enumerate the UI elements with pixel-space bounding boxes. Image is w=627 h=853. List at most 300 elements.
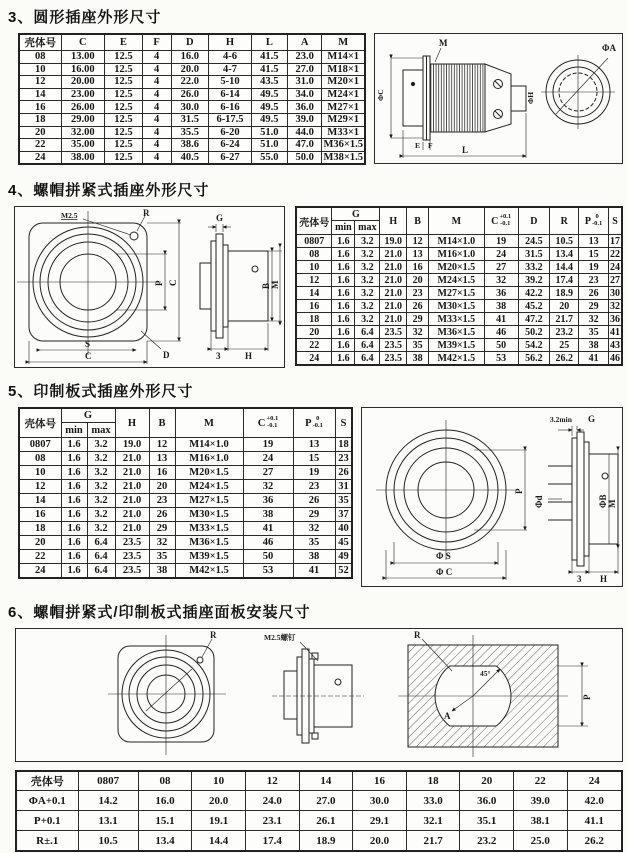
dim-label-M: M xyxy=(270,280,280,289)
table-header-row xyxy=(296,207,622,221)
table-cell: M16×1.0 xyxy=(429,248,485,261)
table-cell: 3.2 xyxy=(87,438,115,452)
table-cell: 20 xyxy=(460,771,514,791)
table-cell: M16×1.0 xyxy=(175,452,243,466)
table-cell: 6-14 xyxy=(209,88,252,101)
table-cell: 50.0 xyxy=(287,151,322,164)
table-cell: 13 xyxy=(579,235,609,248)
dim-label-S: S xyxy=(85,338,91,349)
table-cell: 12 xyxy=(245,771,299,791)
table-cell: 31 xyxy=(335,480,352,494)
table-cell: 21.0 xyxy=(115,508,149,522)
table-cell: 30.0 xyxy=(171,101,209,114)
table-cell: 6.4 xyxy=(87,536,115,550)
nut-mount-socket-svg xyxy=(15,207,284,366)
table-cell: 6.4 xyxy=(355,352,380,365)
table-cell: M33×1 xyxy=(322,126,365,139)
dim-label-phiH: ΦH xyxy=(526,91,535,104)
column-header: D xyxy=(171,34,209,51)
table-cell: M24×1.5 xyxy=(175,480,243,494)
table-cell: 46 xyxy=(610,352,620,364)
dim-label-R: R xyxy=(210,629,217,640)
table-cell: 1.6 xyxy=(332,313,355,326)
table-cell: 4 xyxy=(142,63,171,76)
side-front-cap xyxy=(200,263,211,309)
table-cell: 26 xyxy=(407,300,429,313)
table-cell: 49.5 xyxy=(251,101,287,114)
table-cell: 4-7 xyxy=(209,63,252,76)
table-row xyxy=(296,274,622,287)
table-cell: 35 xyxy=(335,494,352,508)
table-cell: 12 xyxy=(19,480,61,494)
column-header: H xyxy=(115,408,149,438)
table-cell: 36 xyxy=(484,287,518,300)
table-cell: 12.5 xyxy=(105,51,143,64)
table-cell: 22 xyxy=(610,248,620,260)
table-row xyxy=(16,811,622,831)
table-cell: 20 xyxy=(550,300,579,313)
table-cell: 40 xyxy=(335,522,352,536)
table-cell: 13 xyxy=(293,438,335,452)
column-header: C +0.1 -0.1 xyxy=(484,207,518,235)
table-row xyxy=(16,771,622,791)
table-cell: 1.6 xyxy=(332,261,355,274)
table-cell: 38 xyxy=(407,352,429,365)
table-row xyxy=(296,261,622,274)
table-cell: M42×1.5 xyxy=(429,352,485,365)
table-cell: 23 xyxy=(149,494,175,508)
table-cell: 33.0 xyxy=(406,791,460,811)
table-cell: 32 xyxy=(149,536,175,550)
table-cell: 43.5 xyxy=(251,76,287,89)
column-header: C xyxy=(61,34,104,51)
round-socket-outline-svg xyxy=(375,34,622,162)
table-cell: 35.5 xyxy=(171,126,209,139)
table-cell: 45.2 xyxy=(518,300,550,313)
table-cell: 21.0 xyxy=(380,300,407,313)
table-cell: 19.0 xyxy=(380,235,407,248)
table-row xyxy=(296,313,622,326)
table-cell: 41.1 xyxy=(567,811,622,831)
table-row xyxy=(19,564,352,578)
column-header: P 0 -0.1 xyxy=(579,207,609,235)
table-cell: 14 xyxy=(296,287,332,300)
column-header: B xyxy=(407,207,429,235)
table-cell: 15 xyxy=(579,248,609,261)
dim-label-C-bottom: C xyxy=(85,350,92,361)
table-row xyxy=(19,536,352,550)
table-row xyxy=(19,466,352,480)
table-cell: 22.0 xyxy=(171,76,209,89)
table-cell: 5-10 xyxy=(209,76,252,89)
table-cell: 16 xyxy=(19,508,61,522)
table-cell: 30 xyxy=(610,287,620,299)
panel-mount-drawing xyxy=(15,628,623,762)
column-header: min xyxy=(332,221,355,235)
table-cell: M36×1.5 xyxy=(175,536,243,550)
knurled-coupling-nut xyxy=(430,64,485,132)
table-cell: 22 xyxy=(19,139,61,152)
table-cell: 24 xyxy=(296,352,332,365)
table-cell: 3.2 xyxy=(87,452,115,466)
table-cell: 32 xyxy=(579,313,609,326)
table-cell: 14.4 xyxy=(550,261,579,274)
screw-hole-dot xyxy=(411,82,414,85)
table-cell: 24 xyxy=(19,564,61,578)
dim-label-P: P xyxy=(582,694,592,700)
table-cell: 20.0 xyxy=(171,63,209,76)
table-cell: 10 xyxy=(296,261,332,274)
dim-label-G: G xyxy=(216,212,224,223)
dim-label-L: L xyxy=(462,145,469,155)
table-cell: 12.5 xyxy=(105,139,143,152)
table-row xyxy=(19,438,352,452)
dim-label-M2.5-screw: M2.5螺钉 xyxy=(264,632,296,642)
table-cell: 14.2 xyxy=(78,791,138,811)
table-cell: 24 xyxy=(567,771,622,791)
table-cell: 24.5 xyxy=(518,235,550,248)
table-cell: 1.6 xyxy=(332,300,355,313)
table-cell: 38 xyxy=(243,508,293,522)
table-header-row xyxy=(19,408,352,423)
table-cell: 52 xyxy=(335,564,352,578)
table-cell: 12 xyxy=(19,76,61,89)
table-cell: R±.1 xyxy=(16,831,78,851)
table-row xyxy=(19,139,365,152)
table-cell: 20.0 xyxy=(353,831,407,851)
table-cell: M18×1 xyxy=(322,63,365,76)
table-cell: 26.0 xyxy=(171,88,209,101)
table-cell: 20 xyxy=(149,480,175,494)
table-cell: 13 xyxy=(407,248,429,261)
table-row xyxy=(19,76,365,89)
table-cell: 6-17.5 xyxy=(209,113,252,126)
table-cell: 21.7 xyxy=(550,313,579,326)
table-cell: 3.2 xyxy=(355,313,380,326)
table-cell: 6-16 xyxy=(209,101,252,114)
table-cell: 19 xyxy=(579,261,609,274)
table-cell: 21.0 xyxy=(380,274,407,287)
table-cell: M42×1.5 xyxy=(175,564,243,578)
table-cell: 40.5 xyxy=(171,151,209,164)
table-cell: 23.5 xyxy=(115,564,149,578)
table-cell: 21.0 xyxy=(380,287,407,300)
table-cell: 4 xyxy=(142,139,171,152)
table-cell: 24 xyxy=(610,261,620,273)
dim-label-R: R xyxy=(414,629,421,640)
table-cell: 41 xyxy=(293,564,335,578)
table-cell: 3.2 xyxy=(355,248,380,261)
table-cell: 24 xyxy=(19,151,61,164)
table-cell: 47.0 xyxy=(287,139,322,152)
table-cell: 18 xyxy=(335,438,352,452)
table-cell: 36 xyxy=(610,313,620,325)
table-cell: 27 xyxy=(610,274,620,286)
table-row xyxy=(19,151,365,164)
table-cell: 6-27 xyxy=(209,151,252,164)
table-row xyxy=(19,113,365,126)
table-cell: ΦA+0.1 xyxy=(16,791,78,811)
column-header: max xyxy=(355,221,380,235)
table-cell: 1.6 xyxy=(61,564,87,578)
table-cell: 38 xyxy=(579,339,609,352)
table-cell: 13.00 xyxy=(61,51,104,64)
table-cell: 4-6 xyxy=(209,51,252,64)
dim-label-M2.5: M2.5 xyxy=(61,210,78,220)
table-cell: M14×1.0 xyxy=(429,235,485,248)
table-cell: 49.5 xyxy=(251,113,287,126)
table-cell: 32 xyxy=(407,326,429,339)
table-cell: 21.0 xyxy=(380,248,407,261)
table-cell: 13.1 xyxy=(78,811,138,831)
dim-label-P: P xyxy=(514,488,525,494)
table-cell: 4 xyxy=(142,126,171,139)
table-row xyxy=(19,126,365,139)
nut-mount-socket-drawing xyxy=(14,206,285,368)
table-cell: 21.0 xyxy=(380,261,407,274)
table-cell: 16 xyxy=(296,300,332,313)
table-cell: 23.5 xyxy=(380,352,407,365)
table-cell: M38×1.5 xyxy=(323,151,363,163)
table-cell: 14.4 xyxy=(192,831,246,851)
side-front-cap xyxy=(284,671,297,719)
table-cell: M27×1.5 xyxy=(175,494,243,508)
table-cell: 1.6 xyxy=(61,522,87,536)
table-cell: 3.2 xyxy=(87,480,115,494)
table-cell: 12.5 xyxy=(105,88,143,101)
table-cell: 15 xyxy=(293,452,335,466)
table-cell: 4 xyxy=(142,113,171,126)
dim-label-A: A xyxy=(444,710,451,721)
table-row xyxy=(296,287,622,300)
table-cell: 31.0 xyxy=(287,76,322,89)
table-cell: 29 xyxy=(293,508,335,522)
dim-label-C-right: C xyxy=(168,279,178,286)
flange-disc xyxy=(584,442,589,556)
column-header: E xyxy=(105,34,143,51)
table-cell: M33×1.5 xyxy=(175,522,243,536)
table-cell: 12.5 xyxy=(105,151,143,164)
table-cell: 26 xyxy=(579,287,609,300)
dim-label-G: G xyxy=(588,413,596,424)
table-cell: 29 xyxy=(149,522,175,536)
table-cell: M20×1.5 xyxy=(429,261,485,274)
table-cell: 38 xyxy=(293,550,335,564)
table-row xyxy=(296,248,622,261)
flange-disc xyxy=(223,245,228,327)
column-header: P 0 -0.1 xyxy=(293,408,335,438)
flange-disc-large xyxy=(216,234,223,338)
column-header: M xyxy=(429,207,485,235)
table-cell: 18 xyxy=(406,771,460,791)
table-cell: 1.6 xyxy=(332,235,355,248)
table-row xyxy=(19,522,352,536)
table-row xyxy=(16,831,622,851)
table-cell: 27 xyxy=(243,466,293,480)
section3-title: 3、圆形插座外形尺寸 xyxy=(8,9,162,26)
table-cell: 33.2 xyxy=(518,261,550,274)
table-cell: 55.0 xyxy=(251,151,287,164)
pcb-socket-outline-drawing xyxy=(361,407,623,587)
table-cell: 23.5 xyxy=(115,536,149,550)
table-cell: 31.5 xyxy=(171,113,209,126)
table-cell: 41 xyxy=(484,313,518,326)
dim-label-3: 3 xyxy=(577,573,582,584)
section3-body xyxy=(6,33,623,165)
side-screw-hole xyxy=(252,266,258,272)
table-cell: 19 xyxy=(243,438,293,452)
table-cell: 4 xyxy=(142,151,171,164)
table-cell: 39.0 xyxy=(514,791,568,811)
table-cell: 23.5 xyxy=(380,326,407,339)
table-cell: 4 xyxy=(142,88,171,101)
dim-label-B: B xyxy=(261,282,271,289)
dim-label-phiB: ΦB xyxy=(598,494,609,508)
column-header: C +0.1 -0.1 xyxy=(243,408,293,438)
column-header: 壳体号 xyxy=(296,207,332,235)
table-cell: M33×1.5 xyxy=(429,313,485,326)
table-cell: 14 xyxy=(19,494,61,508)
table-cell: 23 xyxy=(293,480,335,494)
table-cell: 21.0 xyxy=(115,480,149,494)
table-cell: 38.1 xyxy=(514,811,568,831)
table-cell: 49.5 xyxy=(251,88,287,101)
dim-label-phiC: Φ C xyxy=(436,566,453,577)
table-cell: 16 xyxy=(19,101,61,114)
table-cell: 12.5 xyxy=(105,101,143,114)
table-cell: 23.5 xyxy=(380,339,407,352)
table-cell: 19 xyxy=(293,466,335,480)
panel-screw xyxy=(312,733,318,739)
table-cell: 35 xyxy=(407,339,429,352)
column-header: M xyxy=(322,34,365,51)
dim-label-R: R xyxy=(143,207,150,218)
table-cell: 32 xyxy=(484,274,518,287)
table-cell: 51.0 xyxy=(251,139,287,152)
section5-body xyxy=(6,407,623,587)
table-cell: 36.0 xyxy=(460,791,514,811)
front-barrel xyxy=(403,70,423,126)
table-cell: M20×1 xyxy=(322,76,365,89)
table-cell: 41.5 xyxy=(251,63,287,76)
table-cell: 3.2 xyxy=(87,522,115,536)
table-cell: P+0.1 xyxy=(16,811,78,831)
table-cell: 10 xyxy=(19,466,61,480)
table-cell: 50 xyxy=(243,550,293,564)
side-screw-hole xyxy=(335,679,341,685)
table-cell: 26.2 xyxy=(567,831,622,851)
table-cell: 32 xyxy=(610,300,620,312)
table-cell: M20×1.5 xyxy=(175,466,243,480)
table-cell: 15.1 xyxy=(138,811,192,831)
table-cell: 1.6 xyxy=(332,287,355,300)
table-cell: 35.1 xyxy=(460,811,514,831)
table-cell: 53 xyxy=(484,352,518,365)
table-cell: 3.2 xyxy=(87,494,115,508)
table-row xyxy=(19,101,365,114)
dim-label-H: H xyxy=(245,350,253,361)
table-cell: 26 xyxy=(293,494,335,508)
table-cell: 12 xyxy=(149,438,175,452)
table-cell: 4 xyxy=(142,76,171,89)
table-cell: 26.2 xyxy=(550,352,579,365)
table-cell: 6.4 xyxy=(355,326,380,339)
table-row xyxy=(19,480,352,494)
table-cell: 32.1 xyxy=(406,811,460,831)
table-cell: 37 xyxy=(335,508,352,522)
table-cell: M30×1.5 xyxy=(429,300,485,313)
table-cell: 41 xyxy=(243,522,293,536)
table-cell: 14 xyxy=(299,771,353,791)
table-cell: 30.0 xyxy=(353,791,407,811)
column-header: A xyxy=(287,34,322,51)
table-row xyxy=(19,508,352,522)
table-cell: M30×1.5 xyxy=(175,508,243,522)
table-cell: M24×1.5 xyxy=(429,274,485,287)
column-header: max xyxy=(87,423,115,438)
table-cell: 壳体号 xyxy=(16,771,78,791)
table-cell: 6-20 xyxy=(209,126,252,139)
table-cell: M14×1.0 xyxy=(175,438,243,452)
table-cell: 39.0 xyxy=(287,113,322,126)
dim-label-E: E xyxy=(415,141,421,150)
table-cell: 35.00 xyxy=(61,139,104,152)
table-cell: 10 xyxy=(19,63,61,76)
table-cell: 21.0 xyxy=(380,313,407,326)
table-cell: 3.2 xyxy=(355,287,380,300)
dim-label-45deg: 45° xyxy=(480,668,491,678)
table-row xyxy=(16,791,622,811)
panel-mount-dimensions-table xyxy=(15,770,623,852)
table-cell: 17.4 xyxy=(550,274,579,287)
column-header: M xyxy=(175,408,243,438)
table-cell: 17 xyxy=(610,235,620,247)
table-cell: 1.6 xyxy=(332,274,355,287)
table-cell: 3.2 xyxy=(87,466,115,480)
table-cell: 41 xyxy=(579,352,609,365)
table-cell: 20.0 xyxy=(192,791,246,811)
table-row xyxy=(19,550,352,564)
table-row xyxy=(19,51,365,64)
section4-body xyxy=(6,206,623,368)
table-cell: 35 xyxy=(149,550,175,564)
table-cell: 4 xyxy=(142,101,171,114)
table-cell: 19.1 xyxy=(192,811,246,831)
table-cell: 20 xyxy=(296,326,332,339)
table-cell: 16.00 xyxy=(61,63,104,76)
table-cell: 1.6 xyxy=(332,339,355,352)
table-cell: M27×1.5 xyxy=(429,287,485,300)
table-cell: 3.2 xyxy=(87,508,115,522)
table-cell: 20 xyxy=(407,274,429,287)
table-cell: 38 xyxy=(149,564,175,578)
table-cell: 1.6 xyxy=(61,480,87,494)
cable-entry xyxy=(511,86,526,111)
table-cell: 46 xyxy=(484,326,518,339)
table-cell: 6.4 xyxy=(355,339,380,352)
table-cell: 23 xyxy=(579,274,609,287)
panel-mount-svg xyxy=(16,629,621,760)
table-row xyxy=(296,352,622,365)
table-cell: 6.4 xyxy=(87,550,115,564)
column-header: B xyxy=(149,408,175,438)
table-cell: 12.5 xyxy=(105,76,143,89)
corner-screw xyxy=(197,657,203,663)
dim-label-F: F xyxy=(428,141,433,150)
table-cell: 29 xyxy=(407,313,429,326)
rear-shell xyxy=(485,64,511,132)
table-cell: 27.0 xyxy=(299,791,353,811)
